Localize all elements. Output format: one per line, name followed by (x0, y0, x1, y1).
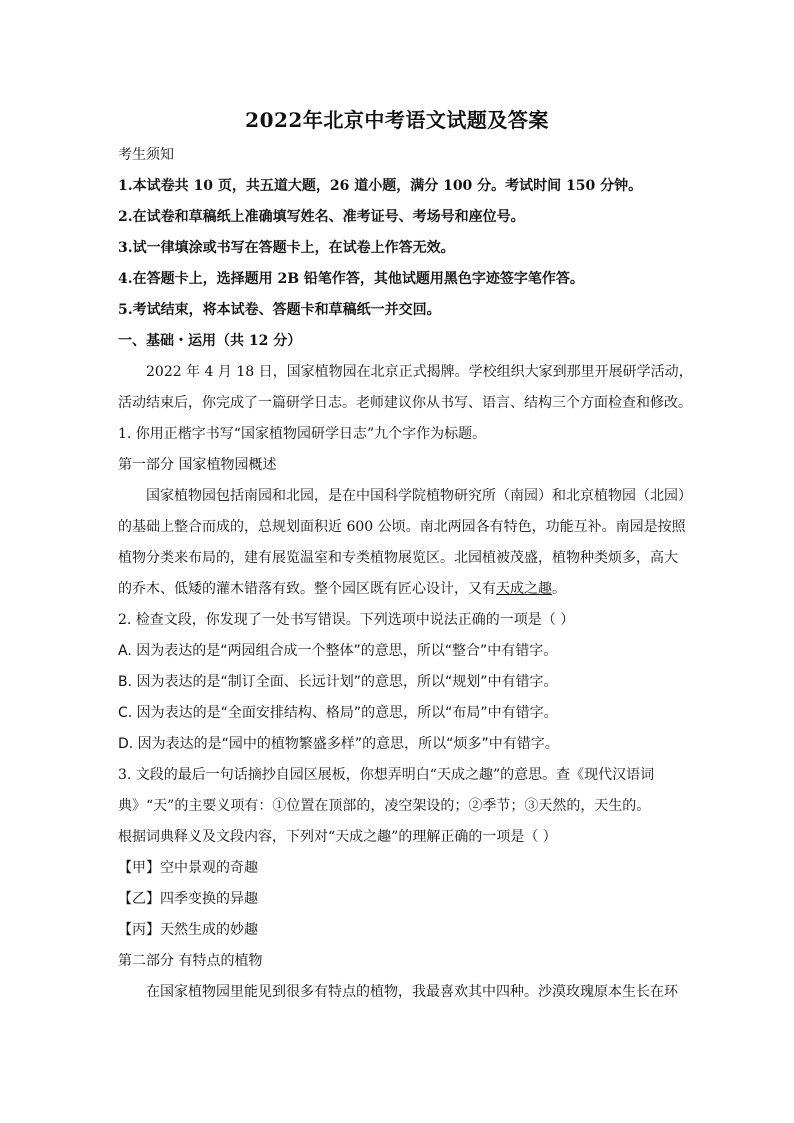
question-3-line-1: 3. 文段的最后一句话摘抄自园区展板，你想弄明白“天成之趣”的意思。查《现代汉语词 (118, 767, 655, 783)
part-2-heading: 第二部分 有特点的植物 (118, 953, 263, 969)
notice-item-2: 2.在试卷和草稿纸上准确填写姓名、准考证号、考场号和座位号。 (118, 209, 525, 225)
notice-heading: 考生须知 (118, 147, 174, 163)
question-2-option-d: D. 因为表达的是“园中的植物繁盛多样”的意思，所以“烦多”中有错字。 (118, 736, 559, 752)
part-1-line-4 (118, 579, 688, 599)
notice-item-4: 4.在答题卡上，选择题用 2B 铅笔作答，其他试题用黑色字迹签字笔作答。 (118, 271, 584, 287)
part-2-line-1: 在国家植物园里能见到很多有特点的植物，我最喜欢其中四种。沙漠玫瑰原本生长在环 (146, 984, 678, 1000)
section-heading: 一、基础・运用（共 12 分） (118, 333, 302, 349)
part-1-line-4-text: 的乔木、低矮的灌木错落有致。整个园区既有匠心设计，又有 (118, 581, 496, 597)
question-3-option-bing: 【丙】天然生成的妙趣 (118, 922, 258, 938)
question-3-option-yi: 【乙】四季变换的异趣 (118, 891, 258, 907)
question-1: 1. 你用正楷字书写“国家植物园研学日志”九个字作为标题。 (118, 426, 487, 442)
notice-item-1: 1.本试卷共 10 页，共五道大题，26 道小题，满分 100 分。考试时间 150 分钟。 (118, 178, 643, 194)
intro-line-2: 活动结束后，你完成了一篇研学日志。老师建议你从书写、语言、结构三个方面检查和修改。 (118, 395, 692, 411)
question-2-option-c: C. 因为表达的是“全面安排结构、格局”的意思，所以“布局”中有错字。 (118, 705, 558, 721)
notice-item-5: 5.考试结束，将本试卷、答题卡和草稿纸一并交回。 (118, 302, 441, 318)
intro-line-1: 2022 年 4 月 18 日，国家植物园在北京正式揭牌。学校组织大家到那里开展研学活动， (146, 364, 693, 380)
question-3-line-3: 根据词典释义及文段内容，下列对“天成之趣”的理解正确的一项是（ ） (118, 829, 557, 845)
notice-item-3: 3.试一律填涂或书写在答题卡上，在试卷上作答无效。 (118, 240, 455, 256)
question-2-option-b: B. 因为表达的是“制订全面、长远计划”的意思，所以“规划”中有错字。 (118, 674, 558, 690)
question-3-option-jia: 【甲】空中景观的奇趣 (118, 860, 258, 876)
question-2: 2. 检查文段，你发现了一处书写错误。下列选项中说法正确的一项是（ ） (118, 612, 575, 628)
part-1-line-3: 植物分类来布局的，建有展览温室和专类植物展览区。北园植被茂盛，植物种类烦多，高大 (118, 550, 678, 566)
part-1-heading: 第一部分 国家植物园概述 (118, 457, 277, 473)
part-1-line-2: 的基础上整合而成的，总规划面积近 600 公顷。南北两园各有特色，功能互补。南园是按照 (118, 519, 686, 535)
question-2-option-a: A. 因为表达的是“两园组合成一个整体”的意思，所以“整合”中有错字。 (118, 643, 558, 659)
document-title: 2022年北京中考语文试题及答案 (245, 108, 549, 132)
part-1-line-1: 国家植物园包括南园和北园，是在中国科学院植物研究所（南园）和北京植物园（北园） (146, 488, 692, 504)
underlined-phrase: 天成之趣 (496, 581, 552, 597)
part-1-line-4-end: 。 (552, 581, 566, 597)
question-3-line-2: 典》“天”的主要义项有：①位置在顶部的，凌空架设的；②季节；③天然的，天生的。 (118, 798, 651, 814)
